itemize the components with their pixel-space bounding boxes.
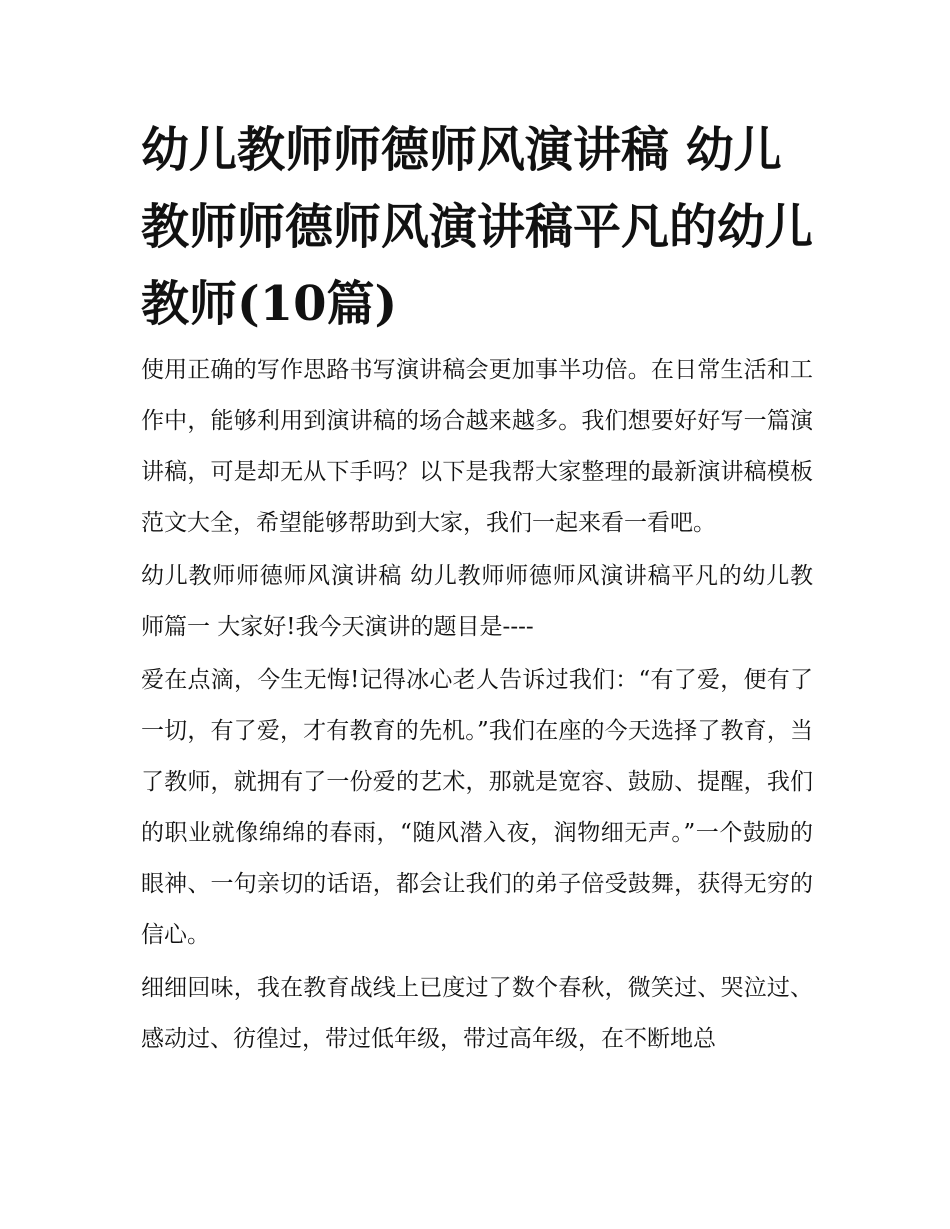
paragraph-intro: 使用正确的写作思路书写演讲稿会更加事半功倍。在日常生活和工作中，能够利用到演讲稿的场合越来越多。我们想要好好写一篇演讲稿，可是却无从下手吗？以下是我帮大家整理的最新演讲稿模板范文大全，希望能够帮助到大家，我们一起来看一看吧。 bbox=[141, 357, 813, 536]
document-title: 幼儿教师师德师风演讲稿 幼儿教师师德师风演讲稿平凡的幼儿教师(10篇) bbox=[141, 122, 814, 332]
paragraph-body-1: 爱在点滴，今生无悔!记得冰心老人告诉过我们：“有了爱，便有了一切，有了爱，才有教育的先机。”我们在座的今天选择了教育，当了教师，就拥有了一份爱的艺术，那就是宽容、鼓励、提醒，我们的职业就像绵绵的春雨，“随风潜入夜，润物细无声。”一个鼓励的眼神、一句亲切的话语，都会让我们的弟子倍受鼓舞，获得无穷的信心。 bbox=[141, 667, 813, 948]
paragraph-heading-1: 幼儿教师师德师风演讲稿 幼儿教师师德师风演讲稿平凡的幼儿教师篇一 大家好!我今天演讲的题目是---- bbox=[141, 563, 813, 640]
paragraph-body-2: 细细回味，我在教育战线上已度过了数个春秋，微笑过、哭泣过、感动过、彷徨过，带过低年级，带过高年级，在不断地总 bbox=[141, 975, 813, 1052]
document-body bbox=[141, 112, 813, 1065]
